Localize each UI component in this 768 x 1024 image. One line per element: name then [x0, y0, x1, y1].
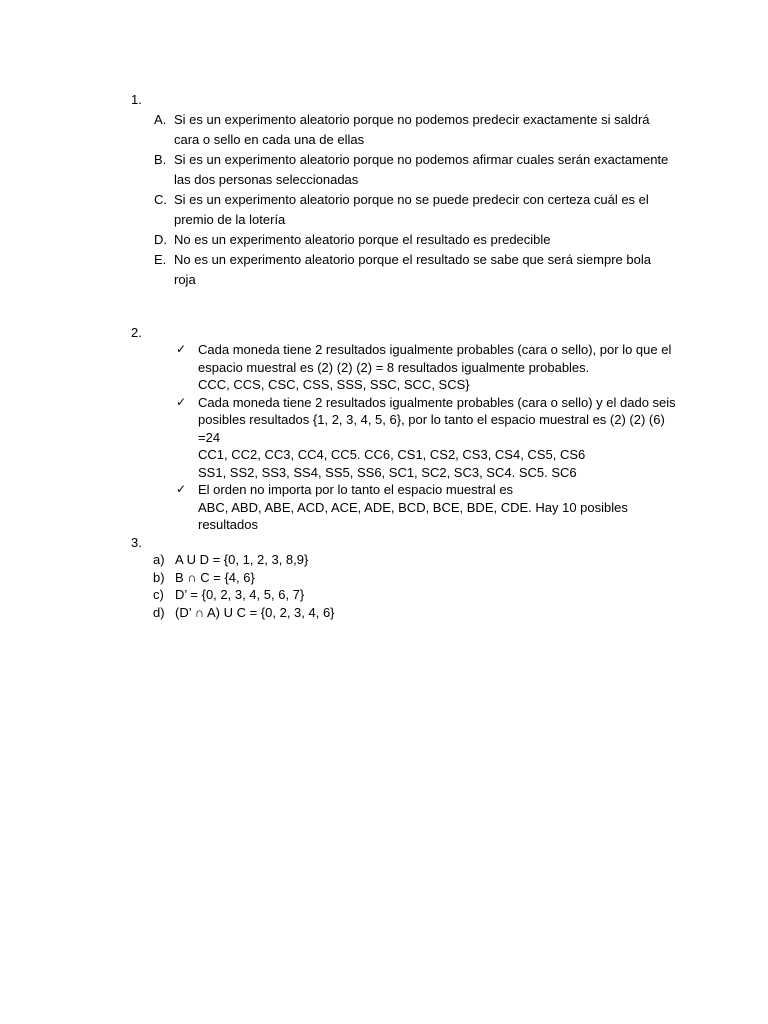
answer-text: B ∩ C = {4, 6}: [175, 569, 255, 585]
answer-item: [176, 341, 676, 394]
answer-item: [176, 394, 676, 482]
question-2-answers: [176, 341, 676, 534]
answer-line: ABC, ABD, ABE, ACD, ACE, ADE, BCD, BCE, BDE, CDE. Hay 10 posibles resultados: [198, 499, 628, 532]
answer-line: Cada moneda tiene 2 resultados igualmente probables (cara o sello) y el dado seis: [198, 394, 676, 410]
answer-item: [153, 586, 553, 604]
answer-text: [174, 250, 674, 290]
answer-marker: D.: [154, 232, 167, 247]
answer-line: SS1, SS2, SS3, SS4, SS5, SS6, SC1, SC2, SC3, SC4. SC5. SC6: [198, 464, 577, 480]
answer-item: [153, 551, 553, 569]
checkmark-icon: ✓: [176, 482, 187, 496]
answer-line: Cada moneda tiene 2 resultados igualmente probables (cara o sello), por lo que el: [198, 342, 672, 357]
answer-line: roja: [174, 272, 196, 287]
answer-line: =24: [198, 429, 221, 445]
question-3-answers: [153, 551, 553, 621]
answer-item: [154, 150, 674, 190]
answer-marker: c): [153, 587, 164, 603]
answer-text: [174, 110, 674, 150]
answer-marker: E.: [154, 252, 167, 267]
answer-marker: d): [153, 604, 165, 620]
answer-text: [198, 341, 676, 394]
answer-text: [174, 230, 674, 250]
question-1-number: 1.: [131, 92, 142, 107]
answer-line: CCC, CCS, CSC, CSS, SSS, SSC, SCC, SCS}: [198, 377, 470, 392]
answer-text: [198, 481, 676, 534]
answer-item: [153, 604, 553, 622]
answer-text: D’ = {0, 2, 3, 4, 5, 6, 7}: [175, 587, 305, 603]
question-3-number: 3.: [131, 535, 142, 550]
answer-text: [198, 394, 676, 482]
answer-line: espacio muestral es (2) (2) (2) = 8 resultados igualmente probables.: [198, 359, 590, 375]
answer-item: [154, 250, 674, 290]
answer-text: [174, 190, 674, 230]
answer-marker: B.: [154, 152, 167, 167]
answer-marker: C.: [154, 192, 167, 207]
answer-text: [174, 150, 674, 190]
checkmark-icon: ✓: [176, 342, 187, 356]
answer-line: Si es un experimento aleatorio porque no podemos afirmar cuales serán exactamente: [174, 152, 669, 167]
answer-line: posibles resultados {1, 2, 3, 4, 5, 6}, por lo tanto el espacio muestral es (2) (2) (6): [198, 412, 665, 427]
answer-marker: a): [153, 552, 165, 567]
question-1-answers: [154, 110, 674, 290]
answer-item: [153, 569, 553, 587]
answer-line: No es un experimento aleatorio porque el resultado se sabe que será siempre bola: [174, 252, 651, 267]
answer-item: [154, 110, 674, 150]
answer-line: No es un experimento aleatorio porque el resultado es predecible: [174, 232, 551, 247]
answer-line: Si es un experimento aleatorio porque no podemos predecir exactamente si saldrá: [174, 112, 650, 127]
answer-text: (D’ ∩ A) U C = {0, 2, 3, 4, 6}: [175, 604, 335, 620]
checkmark-icon: ✓: [176, 394, 187, 409]
answer-item: [154, 230, 674, 250]
answer-line: El orden no importa por lo tanto el espacio muestral es: [198, 482, 514, 497]
answer-marker: b): [153, 569, 165, 585]
question-2-number: 2.: [131, 325, 142, 340]
answer-line: Si es un experimento aleatorio porque no se puede predecir con certeza cuál es el: [174, 192, 649, 207]
answer-line: premio de la lotería: [174, 212, 286, 227]
answer-item: [154, 190, 674, 230]
answer-item: [176, 481, 676, 534]
answer-marker: A.: [154, 112, 167, 127]
answer-line: cara o sello en cada una de ellas: [174, 132, 365, 147]
answer-line: las dos personas seleccionadas: [174, 172, 359, 187]
answer-text: A U D = {0, 1, 2, 3, 8,9}: [175, 552, 309, 567]
answer-line: CC1, CC2, CC3, CC4, CC5. CC6, CS1, CS2, CS3, CS4, CS5, CS6: [198, 447, 586, 462]
